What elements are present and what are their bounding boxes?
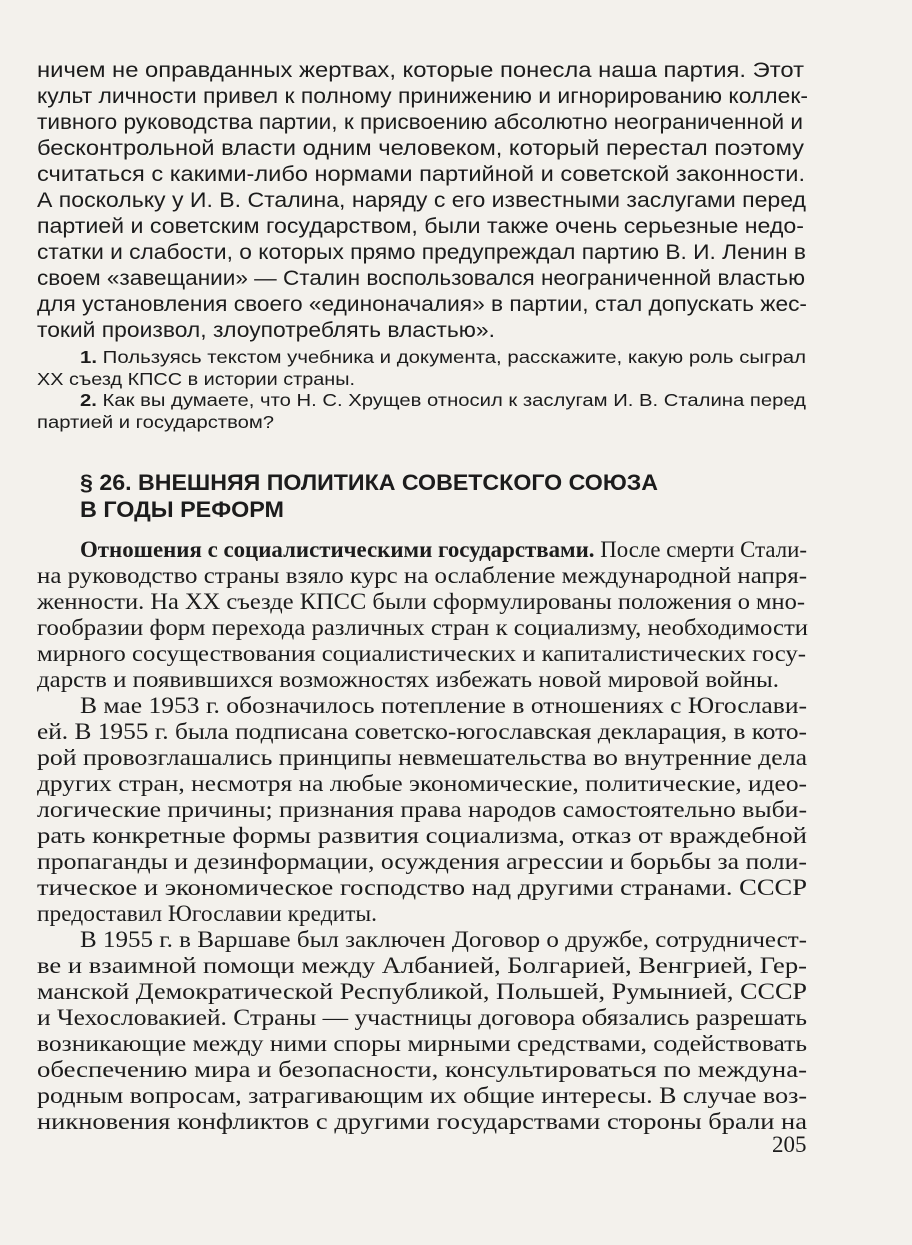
quote-line: считаться с какими-либо нормами партийной и советской законности. [37, 163, 805, 186]
body-line: других стран, несмотря на любые экономические, политические, идео- [37, 771, 807, 796]
body-line: логические причины; признания права народов самостоятельно выби- [37, 797, 807, 822]
body-line: и Чехословакией. Страны — участницы договора обязались разрешать [37, 1005, 807, 1030]
question-number: 2. [80, 390, 97, 410]
quote-line: для установления своего «единоначалия» в партии, стал допускать жес- [37, 293, 807, 316]
question-1 [80, 346, 806, 368]
body-line-text: После смерти Стали- [594, 537, 807, 562]
body-line: женности. На XX съезде КПСС были сформулированы положения о мно- [37, 589, 806, 614]
body-line: на руководство страны взяло курс на ослабление международной напря- [37, 563, 807, 588]
question-text: Пользуясь текстом учебника и документа, расскажите, какую роль сыграл [102, 347, 807, 367]
question-number: 1. [80, 347, 98, 367]
body-line: рой провозглашались принципы невмешательства во внутренние дела [37, 745, 807, 770]
body-line: гообразии форм перехода различных стран к социализму, необходимости [37, 615, 808, 640]
quote-line: статки и слабости, о которых прямо предупреждал партию В. И. Ленин в [37, 241, 806, 264]
body-line: ве и взаимной помощи между Албанией, Болгарией, Венгрией, Гер- [37, 953, 807, 978]
quote-line: А поскольку у И. В. Сталина, наряду с его известными заслугами перед [37, 189, 806, 212]
body-line: мирного сосуществования социалистических и капиталистических госу- [37, 641, 806, 666]
section-title-line: § 26. ВНЕШНЯЯ ПОЛИТИКА СОВЕТСКОГО СОЮЗА [80, 470, 658, 495]
quote-line: бесконтрольной власти одним человеком, который перестал поэтому [37, 137, 804, 160]
quote-line: токий произвол, злоупотреблять властью». [37, 319, 496, 342]
body-line: возникающие между ними споры мирными средствами, содействовать [37, 1031, 807, 1056]
quote-line: своем «завещании» — Сталин воспользовался неограниченной властью [37, 267, 806, 290]
question-1-cont: XX съезд КПСС в истории страны. [37, 369, 355, 389]
body-line: дарств и появившихся возможностях избежать новой мировой войны. [37, 667, 779, 692]
body-line: пропаганды и дезинформации, осуждения агрессии и борьбы за поли- [37, 849, 807, 874]
quote-line: культ личности привел к полному принижению и игнорированию коллек- [37, 85, 808, 108]
page-number: 205 [772, 1132, 807, 1157]
subheading: Отношения с социалистическими государствами. [80, 537, 595, 562]
quote-line: партией и советским государством, были также очень серьезные недо- [37, 215, 804, 238]
body-line: тическое и экономическое господство над другими странами. СССР [37, 875, 807, 900]
section-title-line: В ГОДЫ РЕФОРМ [80, 497, 284, 522]
question-text: Как вы думаете, что Н. С. Хрущев относил к заслугам И. В. Сталина перед [102, 390, 807, 410]
body-line: родным вопросам, затрагивающим их общие интересы. В случае воз- [37, 1083, 807, 1108]
question-2-cont: партией и государством? [37, 412, 274, 432]
body-line [80, 537, 807, 563]
question-2 [80, 389, 806, 411]
body-line: рать конкретные формы развития социализма, отказ от враждебной [37, 823, 807, 848]
body-line: В мае 1953 г. обозначилось потепление в отношениях с Югослави- [80, 693, 807, 718]
body-line: ей. В 1955 г. была подписана советско-югославская декларация, в кото- [37, 719, 808, 744]
quote-line: тивного руководства партии, к присвоению абсолютно неограниченной и [37, 111, 803, 134]
body-line: никновения конфликтов с другими государствами стороны брали на [37, 1109, 807, 1134]
body-line: манской Демократической Республикой, Польшей, Румынией, СССР [37, 979, 807, 1004]
body-line: обеспечению мира и безопасности, консультироваться по междуна- [37, 1057, 807, 1082]
body-line: В 1955 г. в Варшаве был заключен Договор о дружбе, сотрудничест- [80, 927, 807, 952]
body-line: предоставил Югославии кредиты. [37, 901, 377, 926]
quote-line: ничем не оправданных жертвах, которые понесла наша партия. Этот [37, 59, 804, 82]
